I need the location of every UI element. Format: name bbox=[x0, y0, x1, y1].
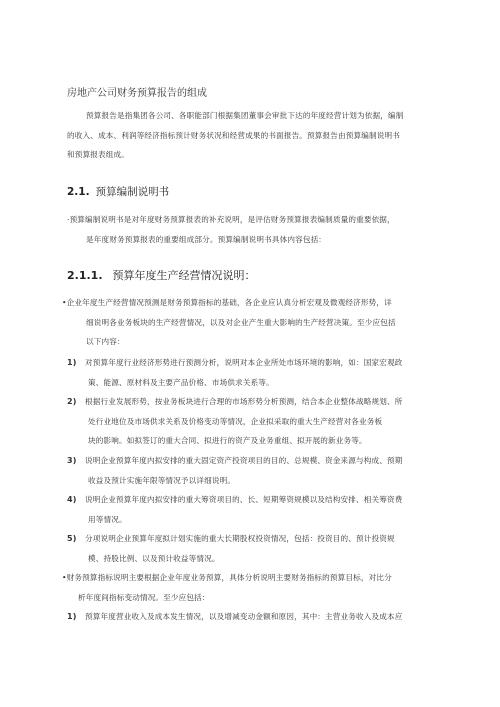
list-text: 根据行业发展形势，按业务板块进行合理的市场形势分析预测，结合本企业整体战略规划、所 bbox=[85, 397, 403, 406]
list-number: 1) bbox=[67, 358, 77, 367]
section-heading-2-1-1 bbox=[67, 267, 256, 283]
list-text: 用等情况。 bbox=[88, 514, 127, 524]
list-text: 收益及预计实施年限等情况予以详细说明。 bbox=[88, 475, 236, 485]
list-item-1 bbox=[67, 353, 403, 392]
intro-line: 和预算报表组成。 bbox=[67, 150, 129, 159]
paragraph-line: 析年度间指标变动情况。至少应包括： bbox=[78, 592, 210, 602]
list-text: 模、持股比例、以及预计收益等情况。 bbox=[88, 553, 220, 563]
section-number: 2.1. bbox=[67, 186, 90, 198]
paragraph-line: 是年度财务预算报表的重要组成部分。预算编制说明书具体内容包括： bbox=[86, 234, 327, 244]
list-item-2 bbox=[67, 392, 403, 451]
list-item-5 bbox=[67, 529, 395, 568]
section-number: 2.1.1. bbox=[67, 269, 103, 282]
bullet-paragraph-2 bbox=[62, 568, 392, 607]
list-text: 策、能源、原材料及主要产品价格、市场供求关系等。 bbox=[88, 377, 274, 387]
intro-line: 的收入、成本、利润等经济指标预计财务状况和经营成果的书面报告。预算报告由预算编制说明书 bbox=[67, 130, 400, 140]
list-number: 2) bbox=[67, 397, 77, 406]
list-number: 1) bbox=[67, 612, 77, 621]
section-heading-2-1 bbox=[67, 184, 169, 199]
section-title: 预算年度生产经营情况说明： bbox=[112, 269, 256, 282]
paragraph-line: ·预算编制说明书是对年度财务预算报表的补充说明，是评估财务预算报表编制质量的重要依据， bbox=[67, 215, 395, 224]
list-text: 对预算年度行业经济形势进行预测分析，说明对本企业所处市场环境的影响，如：国家宏观政 bbox=[85, 358, 403, 367]
section-2-1-paragraph bbox=[67, 210, 395, 249]
intro-line: 预算报告是指集团各公司、各职能部门根据集团董事会审批下达的年度经营计划为依据，编制 bbox=[86, 111, 404, 120]
list-text: 说明企业预算年度内拟安排的重大筹资项目的、长、短期筹资规模以及结构安排、相关筹资费 bbox=[85, 495, 403, 504]
intro-paragraph bbox=[67, 106, 404, 165]
section-title: 预算编制说明书 bbox=[95, 186, 170, 198]
bullet-paragraph-1 bbox=[62, 293, 396, 352]
paragraph-line: •财务预算指标说明主要根据企业年度业务预算，具体分析说明主要财务指标的预算目标，对比分 bbox=[62, 573, 392, 582]
document-title: 房地产公司财务预算报告的组成 bbox=[67, 88, 207, 99]
paragraph-line: 细说明各业务板块的生产经营情况，以及对企业产生重大影响的生产经营决策。至少应包括 bbox=[86, 317, 396, 327]
list-item-3 bbox=[67, 451, 403, 490]
paragraph-line: 以下内容： bbox=[86, 337, 125, 346]
list-number: 4) bbox=[67, 495, 77, 504]
paragraph-line: •企业年度生产经营情况预测是财务预算指标的基础，各企业应认真分析宏观及微观经济形势，详 bbox=[62, 298, 392, 307]
list-item-4 bbox=[67, 490, 403, 529]
list-text: 预算年度营业收入及成本发生情况，以及增减变动金额和原因，其中：主营业务收入及成本应 bbox=[85, 612, 403, 621]
list-text: 分项说明企业预算年度拟计划实施的重大长期股权投资情况，包括：投资目的、预计投资规 bbox=[85, 534, 395, 543]
list-text: 块的影响。如拟签订的重大合同、拟进行的资产及业务重组、拟开展的新业务等。 bbox=[88, 436, 367, 445]
list-number: 3) bbox=[67, 456, 77, 465]
list-item-6 bbox=[67, 607, 403, 627]
list-number: 5) bbox=[67, 534, 77, 543]
list-text: 处行业地位及市场供求关系及价格变动等情况，企业拟采取的重大生产经营对各业务板 bbox=[88, 416, 383, 426]
list-text: 说明企业预算年度内拟安排的重大固定资产投资项目的目的、总规模、资金来源与构成、预期 bbox=[85, 456, 403, 465]
